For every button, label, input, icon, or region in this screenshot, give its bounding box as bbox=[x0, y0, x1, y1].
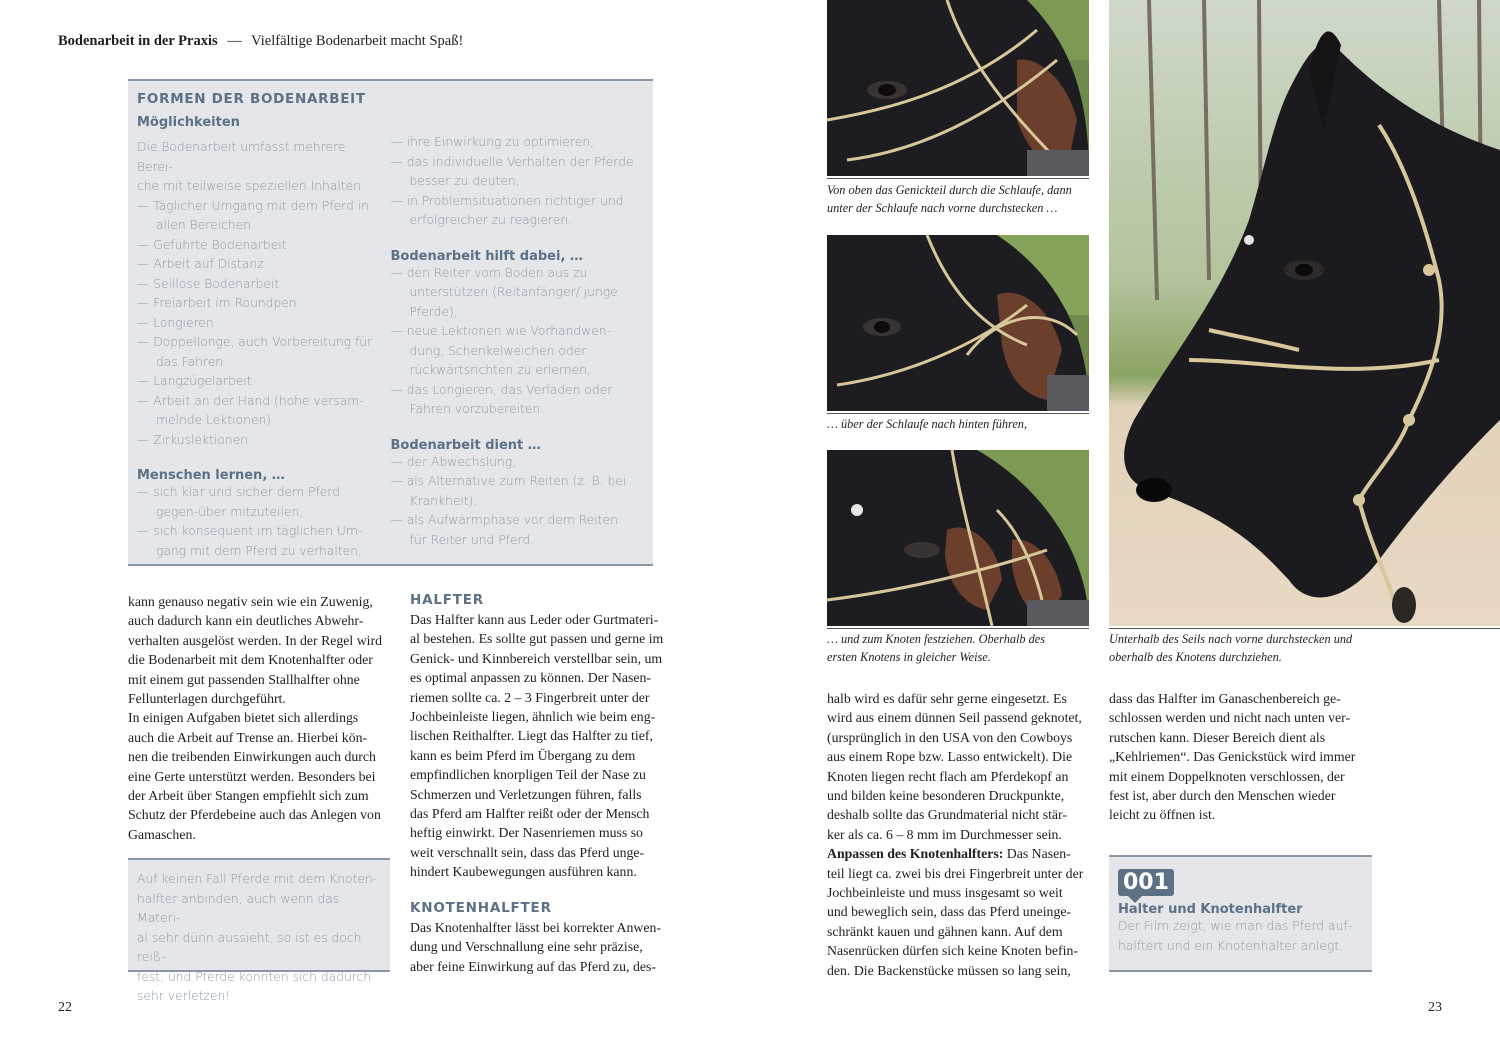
text-line: schränkt kauen und gähnen kann. Auf dem bbox=[827, 923, 1063, 939]
chapter-title: Bodenarbeit in der Praxis bbox=[58, 33, 218, 49]
header-dash: — bbox=[227, 33, 242, 49]
body-column-3 bbox=[827, 689, 1092, 980]
text-line: halb wird es dafür sehr gerne eingesetzt. Es bbox=[827, 691, 1067, 706]
caption-rule bbox=[827, 628, 1089, 629]
text-line: nen die treibenden Einwirkungen auch durch bbox=[128, 749, 376, 765]
text-line: aber feine Einwirkung auf das Pferd zu, des- bbox=[410, 958, 656, 974]
horse-halter-step2-image bbox=[827, 235, 1089, 411]
text-line: aus einem Rope bzw. Lasso entwickelt). Die bbox=[827, 749, 1073, 765]
chapter-subtitle: Vielfältige Bodenarbeit macht Spaß! bbox=[251, 33, 464, 49]
text-line: kann es beim Pferd im Übergang zu dem bbox=[410, 747, 636, 763]
film-text-line: Der Film zeigt, wie man das Pferd auf- bbox=[1118, 919, 1353, 933]
text-line: teil liegt ca. zwei bis drei Fingerbreit unter der bbox=[827, 865, 1084, 881]
text-line: es optimal anpassen zu können. Der Nasen- bbox=[410, 670, 651, 686]
text-line: hindert Kaubewegungen ausführen kann. bbox=[410, 864, 637, 880]
text-line: weit verschnallt sein, dass das Pferd unge- bbox=[410, 844, 645, 860]
text-line: Schutz der Pferdebeine auch das Anlegen von bbox=[128, 807, 381, 823]
warning-line: sehr verletzen! bbox=[137, 989, 231, 1003]
horse-with-knot-halter-image bbox=[1109, 0, 1500, 626]
photo-step-3 bbox=[827, 450, 1089, 626]
info-box-right-column bbox=[391, 115, 645, 561]
text-line: eine Gerte unterstützt werden. Besonders bei bbox=[128, 768, 376, 784]
caption-step-1 bbox=[827, 182, 1097, 217]
info-intro-line: che mit teilweise speziellen Inhalten. bbox=[137, 179, 365, 193]
list-item: — als Aufwärmphase vor dem Reiten für Reiter und Pferd. bbox=[390, 513, 618, 547]
list-item: — Freiarbeit im Roundpen bbox=[137, 296, 297, 310]
list-item: — ihre Einwirkung zu optimieren, bbox=[390, 135, 595, 149]
heading-possibilities: Möglichkeiten bbox=[137, 115, 240, 130]
warning-line: fest, und Pferde könnten sich dadurch bbox=[137, 969, 372, 984]
text-line: auch die Arbeit auf Trense an. Hierbei kön- bbox=[128, 729, 368, 745]
text-line: ker als ca. 6 – 8 mm im Durchmesser sein. bbox=[827, 826, 1062, 842]
horse-halter-step1-image bbox=[827, 0, 1089, 176]
caption-rule bbox=[827, 413, 1089, 414]
body-column-2 bbox=[410, 591, 675, 976]
list-item: — Arbeit an der Hand (hohe versam-melnde Lektionen) bbox=[137, 393, 364, 427]
info-box-title: FORMEN DER BODENARBEIT bbox=[137, 91, 366, 107]
list-item: — neue Lektionen wie Vorhandwen-dung, Schenkelweichen oder rückwärtsrichten zu erlernen, bbox=[390, 324, 612, 377]
text-line: mit einem Doppelknoten verschlossen, der bbox=[1109, 768, 1345, 784]
text-line: In einigen Aufgaben bietet sich allerdings bbox=[128, 710, 359, 726]
info-intro-line: Die Bodenarbeit umfasst mehrere Berei- bbox=[137, 140, 346, 174]
list-item: — Longieren bbox=[137, 315, 214, 330]
text-line: verhalten ausgelöst werden. In der Regel wird bbox=[128, 632, 383, 648]
list-item: — Geführte Bodenarbeit bbox=[137, 237, 287, 252]
list-item: — das individuelle Verhalten der Pferde besser zu deuten, bbox=[390, 154, 634, 188]
text-line: Schmerzen und Verletzungen führen, falls bbox=[410, 786, 642, 802]
heading-people-learn: Menschen lernen, … bbox=[137, 468, 285, 483]
heading-helps: Bodenarbeit hilft dabei, … bbox=[390, 248, 583, 264]
text-line: „Kehlriemen“. Das Genickstück wird immer bbox=[1109, 749, 1356, 765]
list-item: — Langzügelarbeit bbox=[137, 374, 252, 388]
caption-line: oberhalb des Knotens durchziehen. bbox=[1109, 649, 1282, 664]
horse-halter-step3-image bbox=[827, 450, 1089, 626]
list-item: — als Alternative zum Reiten (z. B. bei Krankheit), bbox=[390, 474, 627, 508]
caption-line: … und zum Knoten festziehen. Oberhalb des bbox=[827, 632, 1046, 646]
text-line: die Bodenarbeit mit dem Knotenhalfter oder bbox=[128, 652, 373, 668]
film-number-badge: 001 bbox=[1118, 869, 1174, 896]
text-line: leicht zu öffnen ist. bbox=[1109, 807, 1216, 823]
warning-line: Auf keinen Fall Pferde mit dem Knoten- bbox=[137, 872, 378, 886]
text-line: und beweglich sein, dass das Pferd uneinge- bbox=[827, 904, 1072, 920]
text-line: empfindlichen knorpligen Teil der Nase zu bbox=[410, 767, 646, 783]
caption-rule bbox=[1109, 628, 1500, 629]
inline-bold-heading: Anpassen des Knotenhalfters: bbox=[827, 846, 1004, 862]
text-line: wird aus einem dünnen Seil passend geknotet, bbox=[827, 710, 1082, 726]
text-line: riemen sollte ca. 2 – 3 Fingerbreit unter der bbox=[410, 689, 650, 705]
text-line: den. Die Backenstücke müssen so lang sein, bbox=[827, 962, 1071, 978]
text-line: rutschen kann. Dieser Bereich dient als bbox=[1109, 729, 1326, 745]
caption-rule bbox=[827, 178, 1089, 179]
text-line: und bilden keine besonderen Druckpunkte, bbox=[827, 788, 1065, 804]
caption-step-2 bbox=[827, 416, 1097, 434]
warning-line: al sehr dünn aussieht, so ist es doch reiß- bbox=[137, 930, 362, 964]
text-line: heftig einwirkt. Der Nasenriemen muss so bbox=[410, 825, 643, 841]
text-line: der Arbeit über Stangen empfiehlt sich zum bbox=[128, 788, 369, 804]
caption-line: Von oben das Genickteil durch die Schlaufe, dann bbox=[827, 183, 1072, 197]
caption-line: … über der Schlaufe nach hinten führen, bbox=[827, 417, 1028, 431]
info-box-left-column bbox=[137, 115, 391, 561]
list-item: — der Abwechslung, bbox=[390, 454, 517, 469]
heading-serves: Bodenarbeit dient … bbox=[390, 437, 541, 453]
text-line: Nasenrücken dürfen sich keine Knoten befin- bbox=[827, 943, 1078, 959]
list-item: — sich konsequent im täglichen Um-gang mit dem Pferd zu verhalten, bbox=[137, 524, 363, 558]
text-line: Knoten liegen recht flach am Pferdekopf an bbox=[827, 768, 1069, 784]
photo-step-1 bbox=[827, 0, 1089, 176]
text-line: al bestehen. Es sollte gut passen und gerne im bbox=[410, 631, 664, 647]
list-item: — sich klar und sicher dem Pferd gegen-über mitzuteilen, bbox=[137, 485, 340, 519]
running-header bbox=[58, 33, 463, 50]
film-title: Halter und Knotenhalfter bbox=[1118, 902, 1303, 917]
list-item: — den Reiter vom Boden aus zu unterstützen (Reitanfänger/ junge Pferde), bbox=[390, 265, 618, 319]
caption-step-3 bbox=[827, 631, 1097, 666]
text-line: das Pferd am Halfter reißt oder der Mensch bbox=[410, 806, 650, 822]
text-line: Das Halfter kann aus Leder oder Gurtmateri- bbox=[410, 612, 659, 627]
body-column-1 bbox=[128, 592, 393, 844]
text-line: Das Knotenhalfter lässt bei korrekter Anwen- bbox=[410, 919, 661, 935]
text-fragment: Das Nasen- bbox=[1003, 846, 1071, 862]
caption-line: unter der Schlaufe nach vorne durchstecken … bbox=[827, 200, 1058, 215]
info-box-forms bbox=[128, 79, 653, 566]
text-line: (ursprünglich in den USA von den Cowboys bbox=[827, 729, 1073, 745]
text-line: deshalb sollte das Grundmaterial nicht stär- bbox=[827, 807, 1067, 823]
body-column-4 bbox=[1109, 689, 1374, 825]
text-line: Fellunterlagen durchgeführt. bbox=[128, 691, 286, 707]
warning-line: halfter anbinden, auch wenn das Materi- bbox=[137, 891, 340, 925]
text-line: auch dadurch kann ein deutliches Abwehr- bbox=[128, 613, 364, 629]
text-line: dass das Halfter im Ganaschenbereich ge- bbox=[1109, 691, 1341, 706]
list-item: — Arbeit auf Distanz bbox=[137, 257, 264, 271]
text-line: Jochbeinleiste liegen, ähnlich wie beim eng- bbox=[410, 709, 656, 725]
text-line: mit einem gut passenden Stallhalfter ohne bbox=[128, 671, 360, 687]
text-line: Gamaschen. bbox=[128, 826, 196, 842]
text-line bbox=[827, 844, 1092, 863]
list-item: — das Longieren, das Verladen oder Fahren vorzubereiten. bbox=[390, 382, 613, 416]
caption-line: ersten Knotens in gleicher Weise. bbox=[827, 649, 991, 664]
page-number-left: 22 bbox=[58, 1000, 72, 1015]
list-item: — Zirkuslektionen bbox=[137, 432, 249, 447]
section-heading-knotenhalfter: KNOTENHALFTER bbox=[410, 899, 552, 916]
page-number-right: 23 bbox=[1428, 1000, 1442, 1015]
text-line: schlossen werden und nicht nach unten ver- bbox=[1109, 710, 1351, 726]
section-heading-halfter: HALFTER bbox=[410, 592, 484, 608]
text-line: kann genauso negativ sein wie ein Zuwenig, bbox=[128, 594, 373, 609]
list-item: — Doppellonge, auch Vorbereitung für das Fahren bbox=[137, 335, 373, 369]
text-line: Jochbeinleiste und muss insgesamt so weit bbox=[827, 885, 1063, 901]
text-line: fest ist, aber durch den Menschen wieder bbox=[1109, 788, 1336, 804]
caption-line: Unterhalb des Seils nach vorne durchstecken und bbox=[1109, 632, 1353, 646]
warning-box bbox=[128, 858, 390, 1003]
photo-step-2 bbox=[827, 235, 1089, 411]
list-item: — Seillose Bodenarbeit bbox=[137, 276, 280, 291]
film-text-line: halftert und ein Knotenhalter anlegt. bbox=[1118, 938, 1344, 953]
text-line: dung und Verschnallung eine sehr präzise, bbox=[410, 939, 643, 955]
text-line: lischen Reithalfter. Liegt das Halfter zu tief, bbox=[410, 728, 653, 744]
film-box[interactable] bbox=[1109, 855, 1372, 972]
caption-step-4 bbox=[1109, 631, 1489, 666]
list-item: — Täglicher Umgang mit dem Pferd in allen Bereichen bbox=[137, 198, 369, 232]
list-item: — in Problemsituationen richtiger und erfolgreicher zu reagieren. bbox=[390, 193, 624, 227]
text-line: Genick- und Kinnbereich verstellbar sein, um bbox=[410, 650, 663, 666]
photo-horse-portrait bbox=[1109, 0, 1500, 626]
